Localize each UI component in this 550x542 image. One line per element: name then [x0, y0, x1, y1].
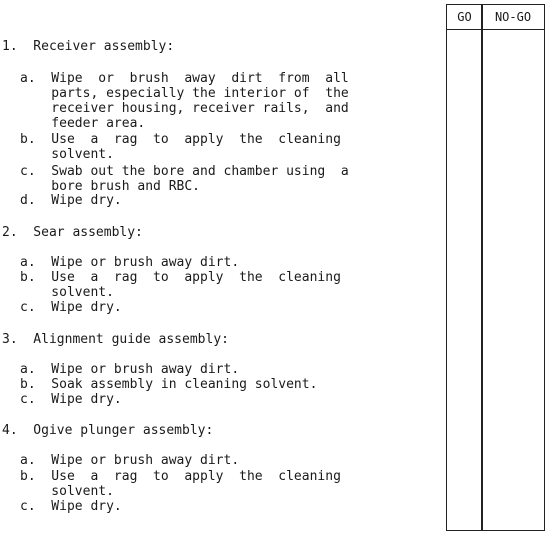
step-line: c. Wipe dry. [20, 499, 122, 514]
step-line: feeder area. [20, 116, 146, 131]
step-line: a. Wipe or brush away dirt from all [20, 71, 349, 86]
step-line: b. Use a rag to apply the cleaning [20, 469, 341, 484]
step-line: b. Use a rag to apply the cleaning [20, 132, 341, 147]
step-line: bore brush and RBC. [20, 179, 201, 194]
section-heading: 1. Receiver assembly: [2, 39, 175, 54]
step-line: b. Use a rag to apply the cleaning [20, 270, 341, 285]
step-line: parts, especially the interior of the [20, 86, 349, 101]
go-column-header: GO [447, 5, 482, 30]
section-heading: 3. Alignment guide assembly: [2, 332, 229, 347]
section-heading: 4. Ogive plunger assembly: [2, 423, 214, 438]
step-line: a. Wipe or brush away dirt. [20, 453, 240, 468]
go-no-go-table [446, 4, 545, 531]
step-line: solvent. [20, 285, 114, 300]
step-line: receiver housing, receiver rails, and [20, 101, 349, 116]
step-line: c. Wipe dry. [20, 392, 122, 407]
step-line: c. Wipe dry. [20, 300, 122, 315]
section-heading: 2. Sear assembly: [2, 225, 143, 240]
column-divider [481, 5, 483, 530]
no-go-column-header: NO-GO [482, 5, 544, 30]
step-line: b. Soak assembly in cleaning solvent. [20, 377, 318, 392]
step-line: c. Swab out the bore and chamber using a [20, 164, 349, 179]
step-line: a. Wipe or brush away dirt. [20, 362, 240, 377]
step-line: solvent. [20, 147, 114, 162]
step-line: solvent. [20, 484, 114, 499]
step-line: a. Wipe or brush away dirt. [20, 255, 240, 270]
step-line: d. Wipe dry. [20, 193, 122, 208]
